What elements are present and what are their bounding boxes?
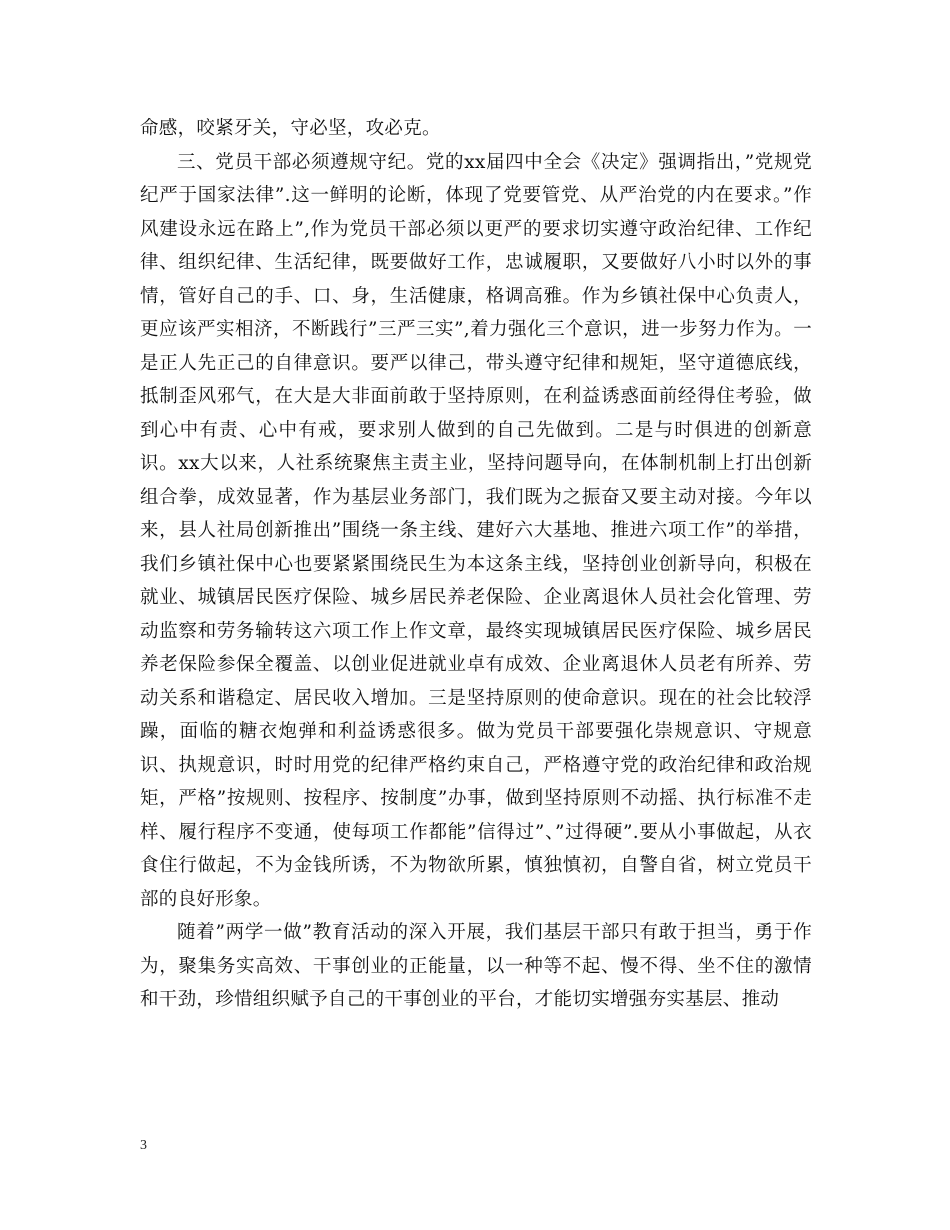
paragraph-party-discipline: 三、党员干部必须遵规守纪。党的xx届四中全会《决定》强调指出，”党规党纪严于国家法律”.这一鲜明的论断，体现了党要管党、从严治党的内在要求。”作风建设永远在路上”,作为党员干部必须以更严的要求切实遵守政治纪律、工作纪律、组织纪律、生活纪律，既要做好工作，忠诚履职，又要做好八小时以外的事情，管好自己的手、口、身，生活健康，格调高雅。作为乡镇社保中心负责人，更应该严实相济，不断践行”三严三实”,着力强化三个意识，进一步努力作为。一是正人先正己的自律意识。要严以律己，带头遵守纪律和规矩，坚守道德底线，抵制歪风邪气，在大是大非面前敢于坚持原则，在利益诱惑面前经得住考验，做到心中有责、心中有戒，要求别人做到的自己先做到。二是与时俱进的创新意识。xx大以来，人社系统聚焦主责主业，坚持问题导向，在体制机制上打出创新组合拳，成效显著，作为基层业务部门，我们既为之振奋又要主动对接。今年以来，县人社局创新推出”围绕一条主线、建好六大基地、推进六项工作”的举措，我们乡镇社保中心也要紧紧围绕民生为本这条主线，坚持创业创新导向，积极在就业、城镇居民医疗保险、城乡居民养老保险、企业离退休人员社会化管理、劳动监察和劳务输转这六项工作上作文章，最终实现城镇居民医疗保险、城乡居民养老保险参保全覆盖、以创业促进就业卓有成效、企业离退休人员老有所养、劳动关系和谐稳定、居民收入增加。三是坚持原则的使命意识。现在的社会比较浮躁，面临的糖衣炮弹和利益诱惑很多。做为党员干部要强化崇规意识、守规意识、执规意识，时时用党的纪律严格约束自己，严格遵守党的政治纪律和政治规矩，严格”按规则、按程序、按制度”办事，做到坚持原则不动摇、执行标准不走样、履行程序不变通，使每项工作都能”信得过”、”过得硬”.要从小事做起，从衣食住行做起，不为金钱所诱，不为物欲所累，慎独慎初，自警自省，树立党员干部的良好形象。	[140, 151, 812, 910]
paragraph-continuation: 命感，咬紧牙关，守必坚，攻必克。	[140, 118, 441, 139]
page-number: 3	[140, 1138, 147, 1153]
paragraph-two-studies-one-action: 随着”两学一做”教育活动的深入开展，我们基层干部只有敢于担当，勇于作为，聚集务实高效、干事创业的正能量，以一种等不起、慢不得、坐不住的激情和干劲，珍惜组织赋予自己的干事创业的平台，才能切实增强夯实基层、推动	[140, 922, 812, 1010]
document-body	[140, 112, 812, 1017]
